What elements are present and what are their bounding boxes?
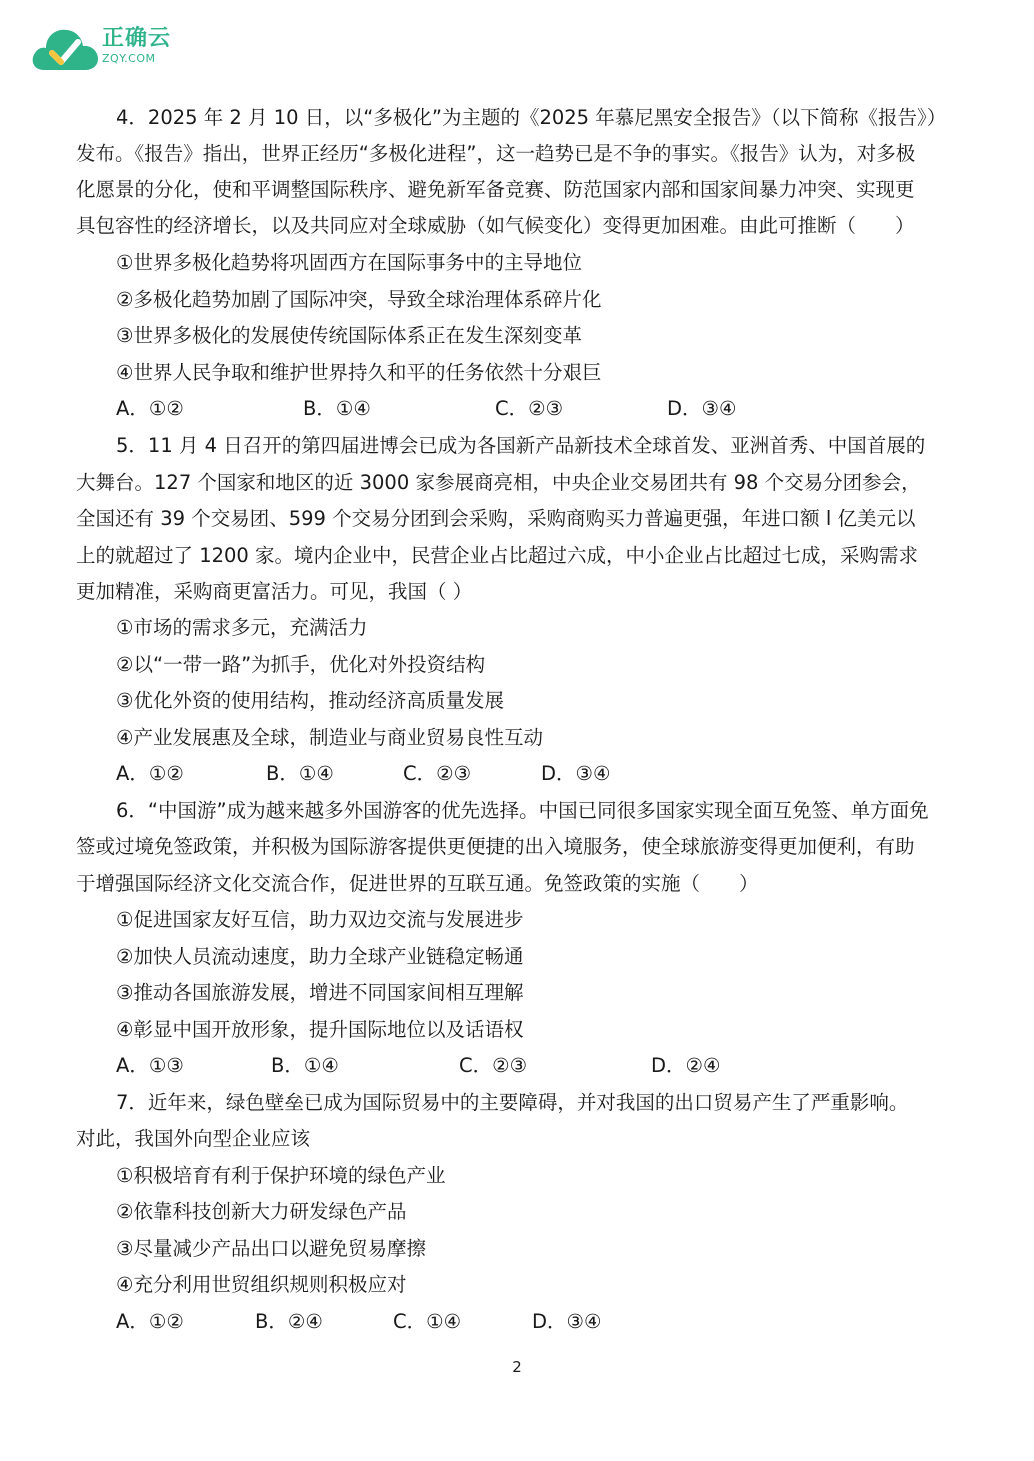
q6-option-a: A．①③ bbox=[116, 1054, 184, 1077]
q5-stem-line: 全国还有 39 个交易团、599 个交易分团到会采购，采购商购买力普遍更强，年进口额 l 亿美元以 bbox=[76, 507, 916, 530]
q5-stem-line: 大舞台。127 个国家和地区的近 3000 家参展商亮相，中央企业交易团共有 98 个交易分团参会， bbox=[76, 471, 921, 494]
q4-option-c: C．②③ bbox=[495, 397, 564, 420]
q7-item: ①积极培育有利于保护环境的绿色产业 bbox=[116, 1164, 446, 1187]
q5-option-d: D．③④ bbox=[541, 762, 611, 785]
q7-option-d: D．③④ bbox=[532, 1310, 602, 1333]
q4-option-a: A．①② bbox=[116, 397, 184, 420]
logo-domain: ZQY.COM bbox=[102, 52, 156, 65]
q7-item: ④充分利用世贸组织规则积极应对 bbox=[116, 1273, 407, 1296]
cloud-check-icon bbox=[30, 22, 102, 76]
q4-item: ①世界多极化趋势将巩固西方在国际事务中的主导地位 bbox=[116, 251, 582, 274]
q5-item: ②以“一带一路”为抓手，优化对外投资结构 bbox=[116, 653, 486, 676]
q4-option-d: D．③④ bbox=[667, 397, 737, 420]
q5-item: ③优化外资的使用结构，推动经济高质量发展 bbox=[116, 689, 504, 712]
q6-option-c: C．②③ bbox=[459, 1054, 528, 1077]
q4-item: ③世界多极化的发展使传统国际体系正在发生深刻变革 bbox=[116, 324, 582, 347]
q7-option-b: B．②④ bbox=[255, 1310, 323, 1333]
q7-option-c: C．①④ bbox=[393, 1310, 462, 1333]
q4-stem-line: 4．2025 年 2 月 10 日，以“多极化”为主题的《2025 年慕尼黑安全报告》（以下简称《报告》） bbox=[116, 106, 947, 129]
q7-item: ③尽量减少产品出口以避免贸易摩擦 bbox=[116, 1237, 426, 1260]
q5-option-a: A．①② bbox=[116, 762, 184, 785]
q4-stem-line: 化愿景的分化，使和平调整国际秩序、避免新军备竞赛、防范国家内部和国家间暴力冲突、实现更 bbox=[76, 178, 915, 201]
q7-item: ②依靠科技创新大力研发绿色产品 bbox=[116, 1200, 407, 1223]
page-number: 2 bbox=[512, 1358, 522, 1376]
q5-stem-line: 更加精准，采购商更富活力。可见，我国（ ） bbox=[76, 580, 473, 603]
q7-stem-line: 对此，我国外向型企业应该 bbox=[76, 1127, 311, 1150]
q4-stem-line: 发布。《报告》指出，世界正经历“多极化进程”，这一趋势已是不争的事实。《报告》认为，对多极 bbox=[76, 142, 916, 165]
q5-stem-line: 5．11 月 4 日召开的第四届进博会已成为各国新产品新技术全球首发、亚洲首秀、中国首展的 bbox=[116, 434, 926, 457]
q7-stem-line: 7．近年来，绿色壁垒已成为国际贸易中的主要障碍，并对我国的出口贸易产生了严重影响。 bbox=[116, 1091, 909, 1114]
q6-option-b: B．①④ bbox=[271, 1054, 339, 1077]
q5-option-c: C．②③ bbox=[403, 762, 472, 785]
q4-item: ②多极化趋势加剧了国际冲突，导致全球治理体系碎片化 bbox=[116, 288, 602, 311]
q5-stem-line: 上的就超过了 1200 家。境内企业中，民营企业占比超过六成，中小企业占比超过七成，采购需求 bbox=[76, 544, 919, 567]
logo-title: 正确云 bbox=[102, 26, 172, 51]
q7-option-a: A．①② bbox=[116, 1310, 184, 1333]
q6-item: ④彰显中国开放形象，提升国际地位以及话语权 bbox=[116, 1018, 524, 1041]
logo-text bbox=[102, 26, 171, 65]
q4-option-b: B．①④ bbox=[303, 397, 371, 420]
q4-stem-line: 具包容性的经济增长，以及共同应对全球威胁（如气候变化）变得更加困难。由此可推断（ ） bbox=[76, 214, 915, 237]
q6-option-d: D．②④ bbox=[651, 1054, 721, 1077]
q4-item: ④世界人民争取和维护世界持久和平的任务依然十分艰巨 bbox=[116, 361, 602, 384]
q6-stem-line: 签或过境免签政策，并积极为国际游客提供更便捷的出入境服务，使全球旅游变得更加便利，有助 bbox=[76, 835, 915, 858]
q5-item: ④产业发展惠及全球，制造业与商业贸易良性互动 bbox=[116, 726, 543, 749]
q6-item: ①促进国家友好互信，助力双边交流与发展进步 bbox=[116, 908, 524, 931]
q5-option-b: B．①④ bbox=[266, 762, 334, 785]
q6-item: ②加快人员流动速度，助力全球产业链稳定畅通 bbox=[116, 945, 524, 968]
q6-stem-line: 6．“中国游”成为越来越多外国游客的优先选择。中国已同很多国家实现全面互免签、单方面免 bbox=[116, 799, 929, 822]
q6-stem-line: 于增强国际经济文化交流合作，促进世界的互联互通。免签政策的实施（ ） bbox=[76, 872, 759, 895]
q5-item: ①市场的需求多元，充满活力 bbox=[116, 616, 368, 639]
q6-item: ③推动各国旅游发展，增进不同国家间相互理解 bbox=[116, 981, 524, 1004]
